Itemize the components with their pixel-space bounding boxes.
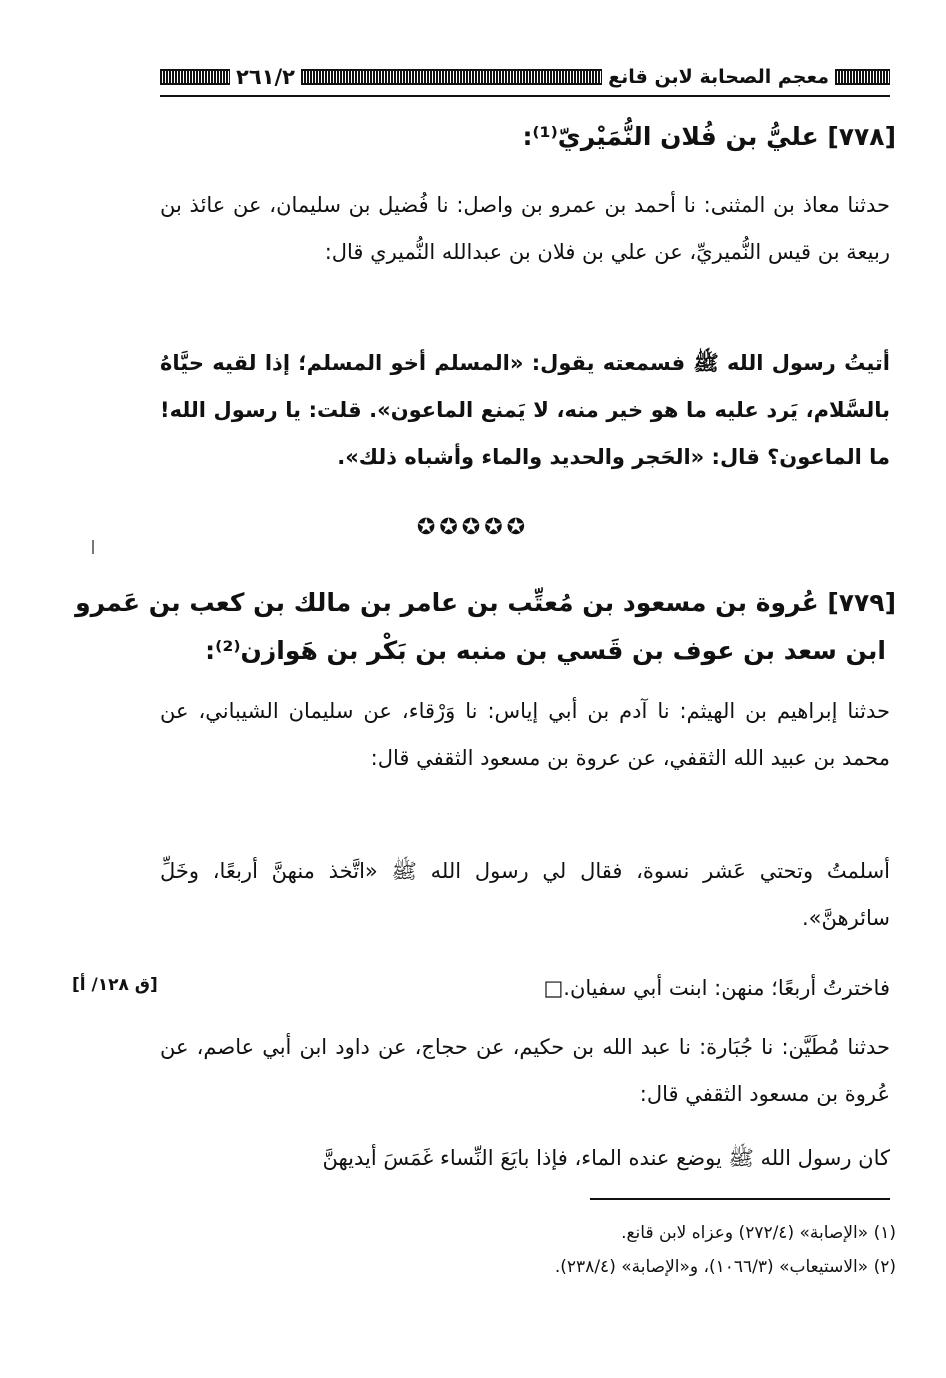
isnad-paragraph: حدثنا مُطَيَّن: نا جُبَارة: نا عبد الله بن حكيم، عن حجاج، عن داود ابن أبي عاصم، عن عُروة بن مسعود الثقفي قال:: [160, 1035, 890, 1106]
header-ornament-bar: [301, 69, 602, 85]
section-separator: ✪✪✪✪✪: [416, 515, 530, 540]
manuscript-folio-ref: [ق ١٢٨/ أ]: [72, 975, 158, 995]
footnote-1: (١) «الإصابة» (٢٧٢/٤) وعزاه لابن قانع.: [621, 1223, 896, 1243]
isnad-paragraph: حدثنا معاذ بن المثنى: نا أحمد بن عمرو بن واصل: نا فُضيل بن سليمان، عن عائذ بن ربيعة بن قيس النُّميريِّ، عن علي بن فلان بن عبدالله النُّميري قال:: [160, 193, 890, 264]
book-title: معجم الصحابة لابن قانع: [608, 66, 829, 88]
hadith-paragraph: كان رسول الله ﷺ يوضع عنده الماء، فإذا بايَعَ النِّساء غَمَسَ أيديهنَّ: [322, 1146, 890, 1170]
header-rule: [160, 95, 890, 97]
running-header: [160, 62, 890, 92]
entry-heading-779-line1: [٧٧٩] عُروة بن مسعود بن مُعتِّب بن عامر بن مالك بن كعب بن عَمرو: [75, 588, 896, 617]
page-number: ٢٦١/٢: [236, 65, 295, 89]
hadith-paragraph: أسلمتُ وتحتي عَشر نسوة، فقال لي رسول الله ﷺ «اتَّخذ منهنَّ أربعًا، وخَلِّ سائرهنَّ».: [160, 859, 890, 930]
isnad-paragraph: حدثنا إبراهيم بن الهيثم: نا آدم بن أبي إياس: نا وَرْقاء، عن سليمان الشيباني، عن محمد بن عبيد الله الثقفي، عن عروة بن مسعود الثقفي قال:: [160, 699, 890, 770]
narration-line: فاخترتُ أربعًا؛ منهن: ابنت أبي سفيان.□: [543, 976, 890, 1000]
entry-heading-779-line2: ابن سعد بن عوف بن قَسي بن منبه بن بَكْر بن هَوازن⁽²⁾:: [205, 636, 886, 665]
entry-heading-778: [٧٧٨] عليُّ بن فُلان النُّمَيْريّ⁽¹⁾:: [522, 122, 896, 151]
scan-mark: [92, 540, 94, 554]
hadith-text: أتيتُ رسول الله ﷺ فسمعته يقول: «المسلم أخو المسلم؛ إذا لقيه حيَّاهُ بالسَّلام، يَرد عليه ما هو خير منه، لا يَمنع الماعون». قلت: يا رسول الله! ما الماعون؟ قال: «الحَجر والحديد والماء وأشباه ذلك».: [160, 351, 890, 469]
footnote-2: (٢) «الاستيعاب» (١٠٦٦/٣)، و«الإصابة» (٢٣٨/٤).: [554, 1257, 896, 1277]
hadith-paragraph: [160, 340, 890, 481]
header-ornament-bar: [835, 69, 890, 85]
footnote-rule: [590, 1198, 890, 1200]
header-ornament-bar: [160, 69, 230, 85]
